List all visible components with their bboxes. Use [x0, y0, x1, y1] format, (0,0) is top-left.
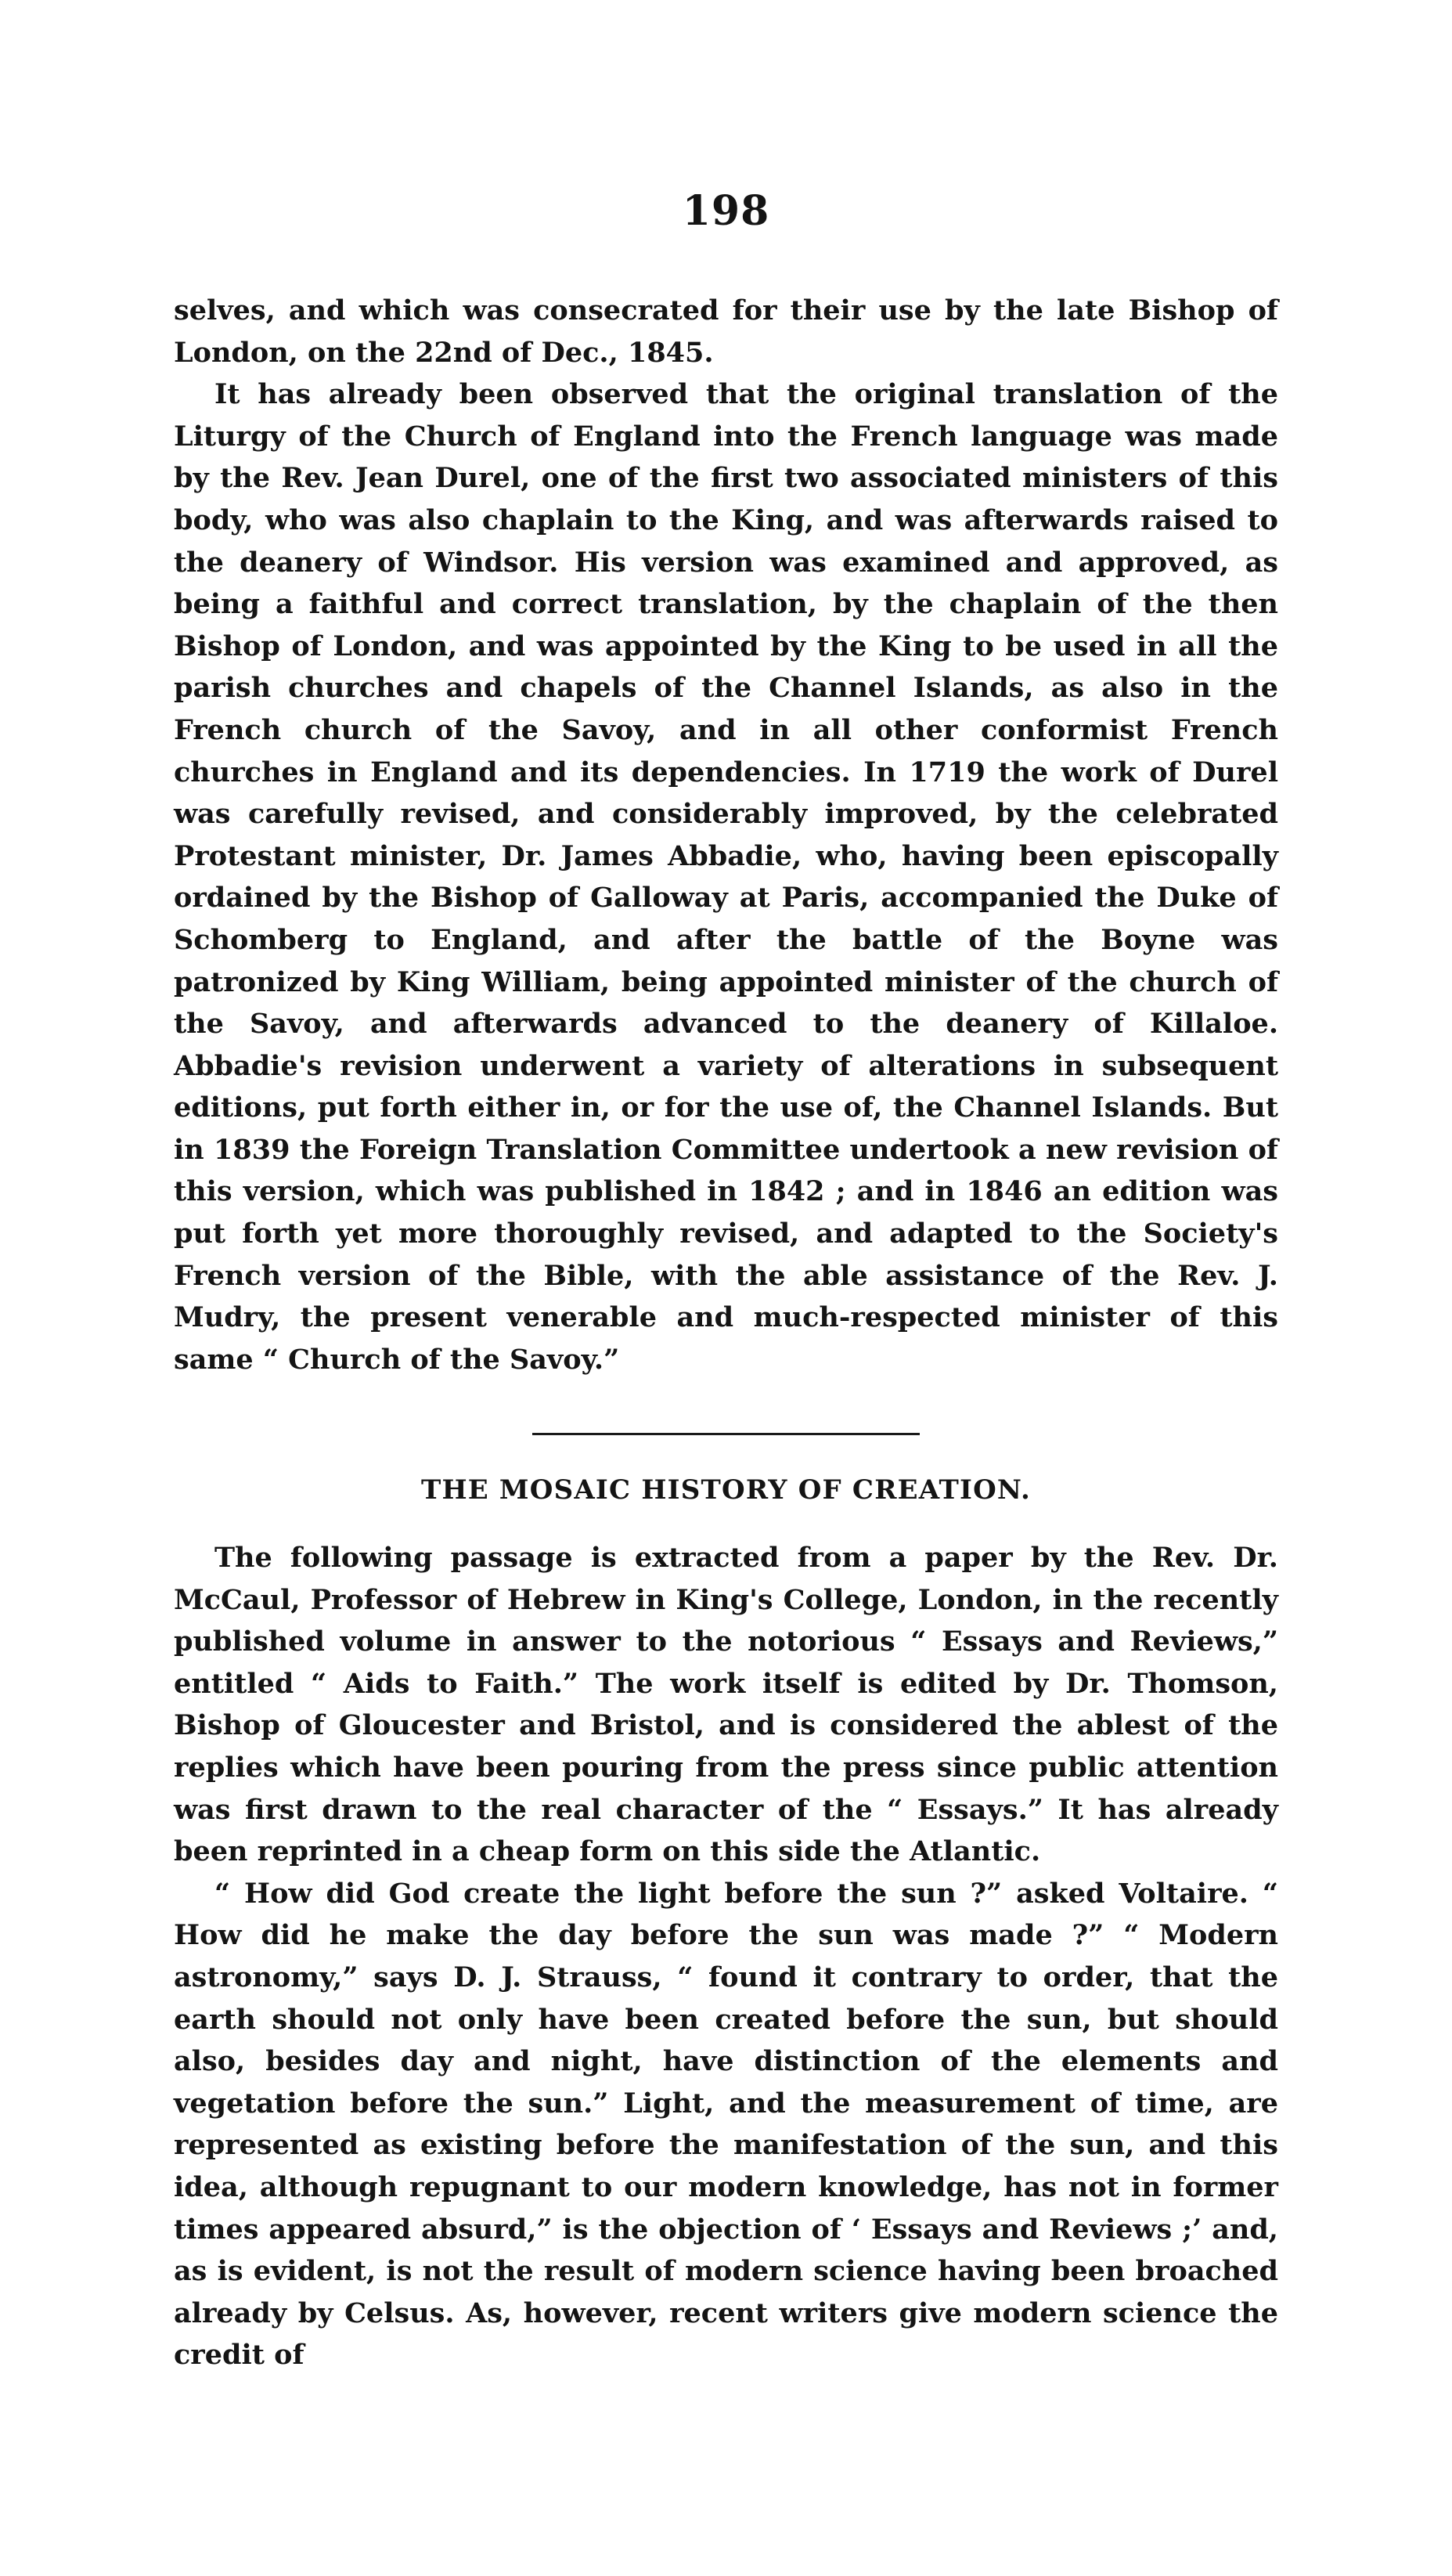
- section-text: [174, 1537, 1278, 2376]
- section-paragraph-1: The following passage is extracted from a paper by the Rev. Dr. McCaul, Professor of Hebrew in King's College, London, in the recently published volume in answer to the notorious “ Essays and Reviews,” entitled “ Aids to Faith.” The work itself is edited by Dr. Thomson, Bishop of Gloucester and Bristol, and is considered the ablest of the replies which have been pouring from the press since public attention was first drawn to the real character of the “ Essays.” It has already been reprinted in a cheap form on this side the Atlantic.: [174, 1542, 1278, 1868]
- intro-text: [174, 290, 1278, 1380]
- section-heading: THE MOSAIC HISTORY OF CREATION.: [420, 1474, 1032, 1506]
- section-divider: [532, 1433, 920, 1435]
- section-paragraph-2: “ How did God create the light before the sun ?” asked Voltaire. “ How did he make the day before the sun was made ?” “ Modern astronomy,” says D. J. Strauss, “ found it contrary to order, that the earth should not only have been created before the sun, but should also, besides day and night, have distinction of the elements and vegetation before the sun.” Light, and the measurement of time, are represented as existing before the manifestation of the sun, and this idea, although repugnant to our modern knowledge, has not in former times appeared absurd,” is the objection of ‘ Essays and Reviews ;’ and, as is evident, is not the result of modern science having been broached already by Celsus. As, however, recent writers give modern science the credit of: [174, 1877, 1278, 2372]
- intro-paragraph-1: selves, and which was consecrated for their use by the late Bishop of London, on the 22nd of Dec., 1845.: [174, 294, 1278, 369]
- page-number: 198: [682, 187, 770, 235]
- intro-paragraph-2: It has already been observed that the original translation of the Liturgy of the Church of England into the French language was made by the Rev. Jean Durel, one of the first two associated ministers of this body, who was also chaplain to the King, and was afterwards raised to the deanery of Windsor. His version was examined and approved, as being a faithful and correct translation, by the chaplain of the then Bishop of London, and was appointed by the King to be used in all the parish churches and chapels of the Channel Islands, as also in the French church of the Savoy, and in all other conformist French churches in England and its dependencies. In 1719 the work of Durel was carefully revised, and considerably improved, by the celebrated Protestant minister, Dr. James Abbadie, who, having been episcopally ordained by the Bishop of Galloway at Paris, accompanied the Duke of Schomberg to England, and after the battle of the Boyne was patronized by King William, being appointed minister of the church of the Savoy, and afterwards advanced to the deanery of Killaloe. Abbadie's revision underwent a variety of alterations in subsequent editions, put forth either in, or for the use of, the Channel Islands. But in 1839 the Foreign Translation Committee undertook a new revision of this version, which was published in 1842 ; and in 1846 an edition was put forth yet more thoroughly revised, and adapted to the Society's French version of the Bible, with the able assistance of the Rev. J. Mudry, the present venerable and much-respected minister of this same “ Church of the Savoy.”: [174, 378, 1278, 1376]
